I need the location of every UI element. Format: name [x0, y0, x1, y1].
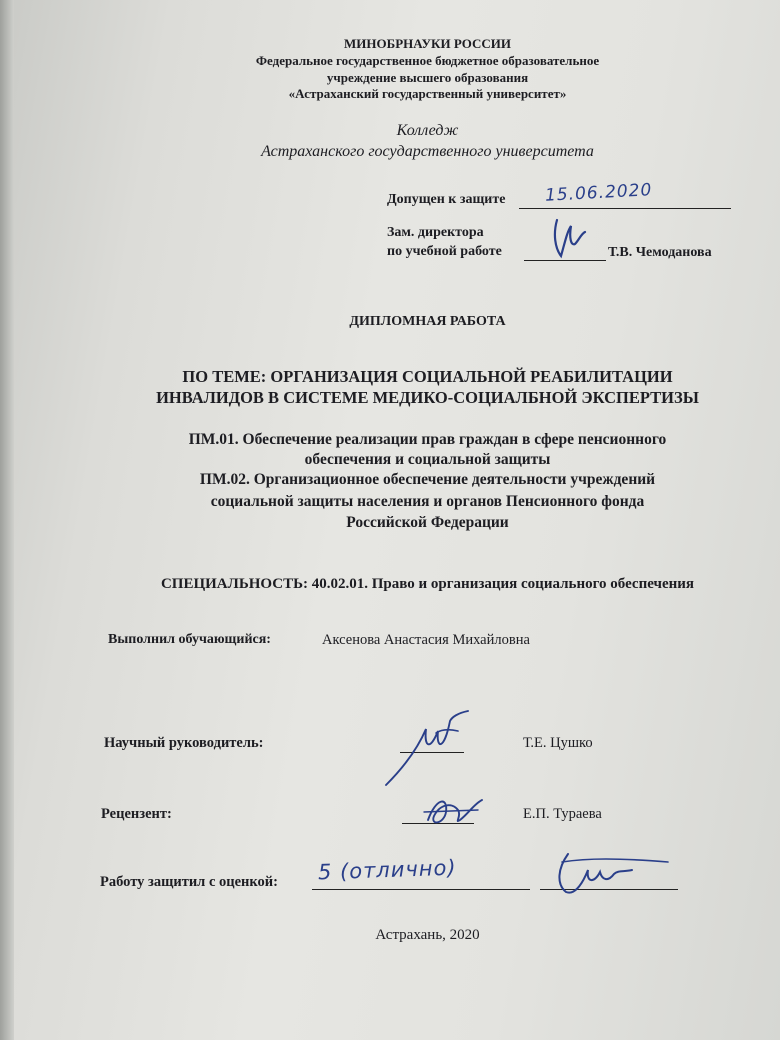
- grade-handwritten: 5 (отлично): [317, 855, 457, 885]
- topic-line-2: ИНВАЛИДОВ В СИСТЕМЕ МЕДИКО-СОЦИАЛБНОЙ ЭКСПЕРТИЗЫ: [156, 388, 699, 407]
- student-label: Выполнил обучающийся:: [108, 632, 271, 647]
- supervisor-signature: [378, 703, 488, 793]
- specialty: СПЕЦИАЛЬНОСТЬ: 40.02.01. Право и организация социального обеспечения: [160, 576, 695, 592]
- reviewer-name: Е.П. Тураева: [523, 806, 602, 822]
- pm1-line-2: обеспечения и социальной защиты: [304, 451, 551, 468]
- supervisor-name: Т.Е. Цушко: [523, 735, 593, 751]
- city-year: Астрахань, 2020: [375, 927, 480, 943]
- pm2-line-1: ПМ.02. Организационное обеспечение деятельности учреждений: [199, 471, 656, 488]
- deputy-name: Т.В. Чемоданова: [608, 245, 712, 260]
- defense-label: Работу защитил с оценкой:: [100, 874, 278, 890]
- reviewer-signature: [418, 790, 488, 835]
- work-type: ДИПЛОМНАЯ РАБОТА: [349, 314, 506, 329]
- student-name: Аксенова Анастасия Михайловна: [322, 632, 530, 648]
- grade-line: [312, 889, 530, 890]
- pm2-line-3: Российской Федерации: [346, 514, 509, 531]
- admitted-date-line: [519, 208, 731, 209]
- topic-line-1: ПО ТЕМЕ: ОРГАНИЗАЦИЯ СОЦИАЛЬНОЙ РЕАБИЛИТАЦИИ: [182, 367, 673, 386]
- institution-line-1: Федеральное государственное бюджетное образовательное: [255, 53, 600, 68]
- deputy-label-line-2: по учебной работе: [387, 244, 502, 259]
- admitted-date-handwritten: 15.06.2020: [544, 180, 653, 206]
- college-line-1: Колледж: [396, 122, 459, 139]
- pm2-line-2: социальной защиты населения и органов Пенсионного фонда: [210, 493, 645, 510]
- admitted-label: Допущен к защите: [387, 192, 506, 207]
- college-line-2: Астраханского государственного университета: [261, 143, 594, 160]
- supervisor-label: Научный руководитель:: [104, 735, 264, 751]
- institution-line-2: учреждение высшего образования: [326, 70, 529, 85]
- deputy-label-line-1: Зам. директора: [387, 225, 484, 240]
- pm1-line-1: ПМ.01. Обеспечение реализации прав граждан в сфере пенсионного: [188, 431, 667, 448]
- deputy-signature: [545, 212, 605, 262]
- reviewer-label: Рецензент:: [101, 806, 172, 822]
- ministry-title: МИНОБРНАУКИ РОССИИ: [344, 36, 511, 51]
- university-name: «Астраханский государственный университет»: [288, 86, 567, 101]
- defense-signature: [548, 848, 678, 900]
